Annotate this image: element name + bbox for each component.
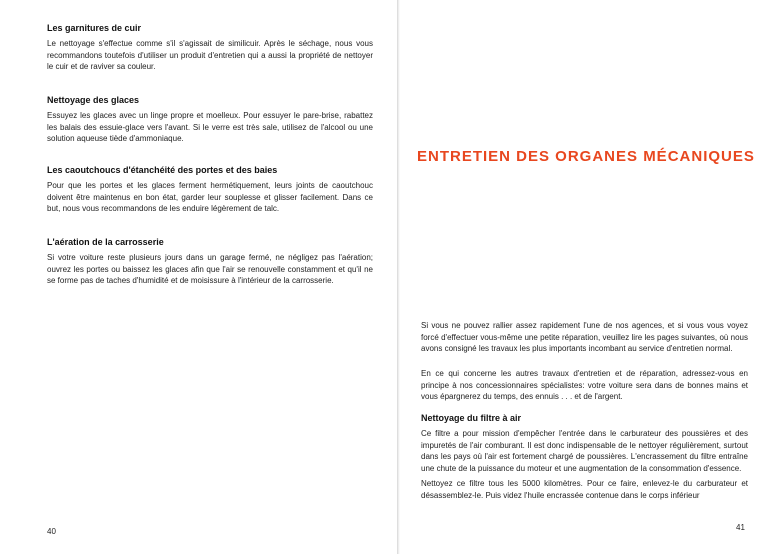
section-body: Ce filtre a pour mission d'empêcher l'entrée dans le carburateur des poussières et des impuretés de l'air comburant. Il est donc indispensable de le nettoyer régulièrement, surtout dans les pays où l'air est fortement chargé de poussières. L'encrassement du filtre entraîne une chute de la puissance du moteur et une augmentation de la consommation d'essence. xyxy=(421,429,748,473)
chapter-title: ENTRETIEN DES ORGANES MÉCANIQUES xyxy=(417,148,755,165)
section-air-filter xyxy=(421,412,748,502)
section-heading: Nettoyage des glaces xyxy=(47,95,140,105)
intro-text: Si vous ne pouvez rallier assez rapidement l'une de nos agences, et si vous vous voyez forcé d'effectuer vous-même une petite réparation, veuillez lire les pages suivantes, où nous avons consigné les travaux les plus importants incombant au service d'entretien normal. xyxy=(421,321,748,354)
page-number: 41 xyxy=(736,523,745,532)
intro-paragraph xyxy=(421,368,748,403)
page-number: 40 xyxy=(47,527,56,536)
section-body: Pour que les portes et les glaces ferment hermétiquement, leurs joints de caoutchouc doivent être maintenus en bon état, garder leur souplesse et glisser facilement. Dans ce but, nous vous recommandons de les enduire légèrement de talc. xyxy=(47,181,373,214)
section-heading: Nettoyage du filtre à air xyxy=(421,413,522,423)
section-body-ventilation xyxy=(47,236,373,287)
section-heading: Les garnitures de cuir xyxy=(47,23,142,33)
intro-paragraph xyxy=(421,320,748,355)
section-body: Essuyez les glaces avec un linge propre et moelleux. Pour essuyer le pare-brise, rabattez les balais des essuie-glace vers l'avant. Si le verre est très sale, utilisez de l'alcool ou une solution aqueuse tiède d'ammoniaque. xyxy=(47,111,373,144)
section-body: Le nettoyage s'effectue comme s'il s'agissait de similicuir. Après le séchage, nous vous recommandons toutefois d'utiliser un produit d'entretien qui a aussi la propriété de nettoyer le cuir et de raviver sa couleur. xyxy=(47,39,373,72)
section-heading: Les caoutchoucs d'étanchéité des portes et des baies xyxy=(47,165,278,175)
intro-text: En ce qui concerne les autres travaux d'entretien et de réparation, adressez-vous en principe à nos concessionnaires spécialistes: votre voiture sera dans de bonnes mains et vous épargnerez du temps, des ennuis . . . et de l'argent. xyxy=(421,369,748,402)
section-window-cleaning xyxy=(47,94,373,145)
section-body: Nettoyez ce filtre tous les 5000 kilomètres. Pour ce faire, enlevez-le du carburateur et désassemblez-le. Puis videz l'huile encrassée contenue dans le corps inférieur xyxy=(421,479,748,500)
right-page xyxy=(399,0,780,554)
section-body: Si votre voiture reste plusieurs jours dans un garage fermé, ne négligez pas l'aération; ouvrez les portes ou baissez les glaces afin que l'air se renouvelle constamment et qu'il ne se forme pas de taches d'humidité et de moisissure à l'intérieur de la carrosserie. xyxy=(47,253,373,286)
section-leather-trim xyxy=(47,22,373,73)
section-door-seals xyxy=(47,164,373,215)
section-heading: L'aération de la carrosserie xyxy=(47,237,164,247)
